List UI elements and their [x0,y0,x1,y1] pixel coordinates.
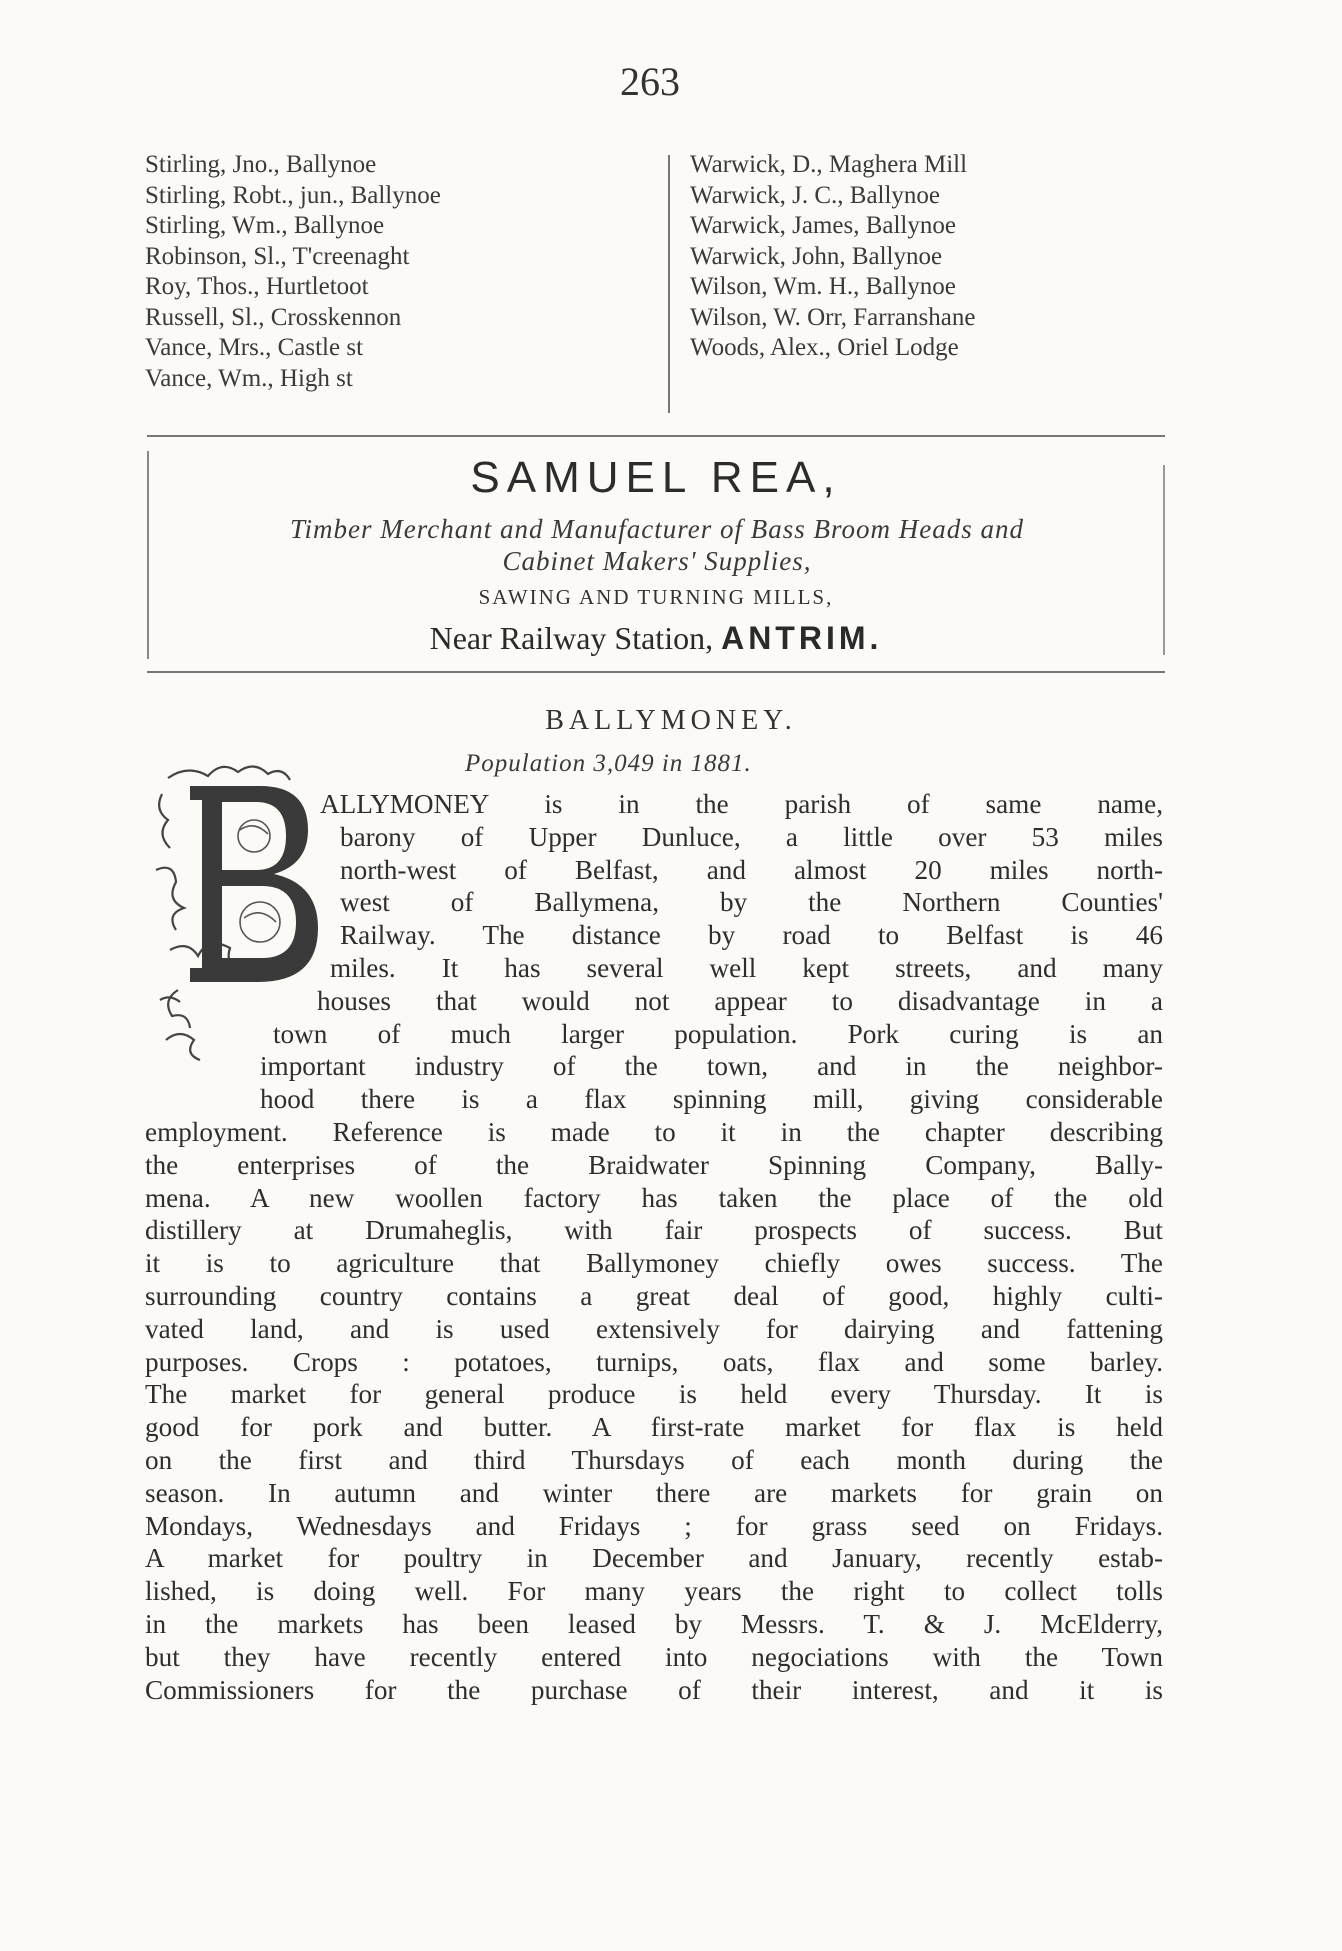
advertisement-box [147,435,1165,675]
directory-entry: Stirling, Wm., Ballynoe [145,212,385,239]
text-line: The market for general produce is held every Thursday. It is [145,1379,1163,1410]
address-text: Near Railway Station, [429,620,714,656]
text-line: the enterprises of the Braidwater Spinning Company, Bally- [145,1149,1163,1180]
text-line: vated land, and is used extensively for dairying and fattening [145,1313,1163,1344]
text-line: town of much larger population. Pork curing is an [273,1018,1163,1049]
text-line: houses that would not appear to disadvantage in a [317,985,1163,1016]
text-line: it is to agriculture that Ballymoney chiefly owes success. The [145,1248,1163,1279]
ad-border-bottom [147,671,1165,673]
text-line: important industry of the town, and in the neighbor- [260,1051,1163,1082]
text-line: but they have recently entered into negociations with the Town [145,1641,1163,1672]
text-line: ALLYMONEY is in the parish of same name, [320,789,1163,819]
directory-entry: Russell, Sl., Crosskennon [145,303,402,331]
page-number: 263 [620,59,680,104]
directory-entry: Stirling, Robt., jun., Ballynoe [145,181,441,209]
text-line: north-west of Belfast, and almost 20 miles north- [340,854,1163,885]
text-line: west of Ballymena, by the Northern Counties' [340,887,1163,918]
directory-entry: Warwick, J. C., Ballynoe [690,181,941,209]
population-line: Population 3,049 in 1881. [465,750,752,777]
description-line: Timber Merchant and Manufacturer of Bass Broom Heads and [290,514,1024,544]
text-line: employment. Reference is made to it in the chapter describing [145,1116,1163,1147]
directory-entry: Roy, Thos., Hurtletoot [145,273,369,300]
text-line: surrounding country contains a great deal of good, highly culti- [145,1280,1163,1311]
text-line: Commissioners for the purchase of their interest, and it is [145,1674,1163,1705]
text-line: Mondays, Wednesdays and Fridays ; for grass seed on Fridays. [145,1510,1163,1541]
directory-entry: Warwick, James, Ballynoe [690,212,956,239]
text-line: mena. A new woollen factory has taken the place of the old [145,1182,1163,1213]
directory-entry: Vance, Mrs., Castle st [145,334,364,361]
directory-entry: Stirling, Jno., Ballynoe [145,151,377,178]
advertiser-address [147,620,1165,657]
address-town: ANTRIM. [721,620,883,656]
directory-entry: Warwick, John, Ballynoe [690,242,943,270]
text-line: on the first and third Thursdays of each month during the [145,1444,1163,1475]
text-line: distillery at Drumaheglis, with fair prospects of success. But [145,1215,1163,1246]
section-heading: BALLYMONEY. [545,705,797,736]
text-line: hood there is a flax spinning mill, giving considerable [260,1084,1163,1115]
directory-entry: Vance, Wm., High st [145,364,353,392]
text-line: Railway. The distance by road to Belfast is 46 [340,920,1163,951]
directory-left-column [145,150,645,394]
text-line: purposes. Crops : potatoes, turnips, oats, flax and some barley. [145,1346,1163,1377]
ad-border-top [147,435,1165,437]
advertiser-description [157,513,1157,577]
column-divider [668,155,670,413]
article-body [145,788,1163,1706]
directory-entry: Warwick, D., Maghera Mill [690,151,968,178]
description-line: Cabinet Makers' Supplies, [502,546,812,576]
advertiser-name: SAMUEL REA, [470,453,842,502]
text-line: good for pork and butter. A first-rate market for flax is held [145,1412,1163,1443]
text-line: in the markets has been leased by Messrs. T. & J. McElderry, [145,1608,1163,1639]
text-line: lished, is doing well. For many years the right to collect tolls [145,1576,1163,1607]
advertiser-mills: SAWING AND TURNING MILLS, [478,585,834,609]
text-line: season. In autumn and winter there are markets for grain on [145,1477,1163,1508]
directory-entry: Robinson, Sl., T'creenaght [145,242,410,270]
directory-entry: Woods, Alex., Oriel Lodge [690,334,959,361]
text-line: miles. It has several well kept streets, and many [330,952,1163,983]
directory-right-column [690,150,1210,364]
text-line: barony of Upper Dunluce, a little over 53 miles [340,821,1163,852]
directory-entry: Wilson, W. Orr, Farranshane [690,303,976,331]
directory-entry: Wilson, Wm. H., Ballynoe [690,273,956,300]
text-line: A market for poultry in December and January, recently estab- [145,1543,1163,1574]
